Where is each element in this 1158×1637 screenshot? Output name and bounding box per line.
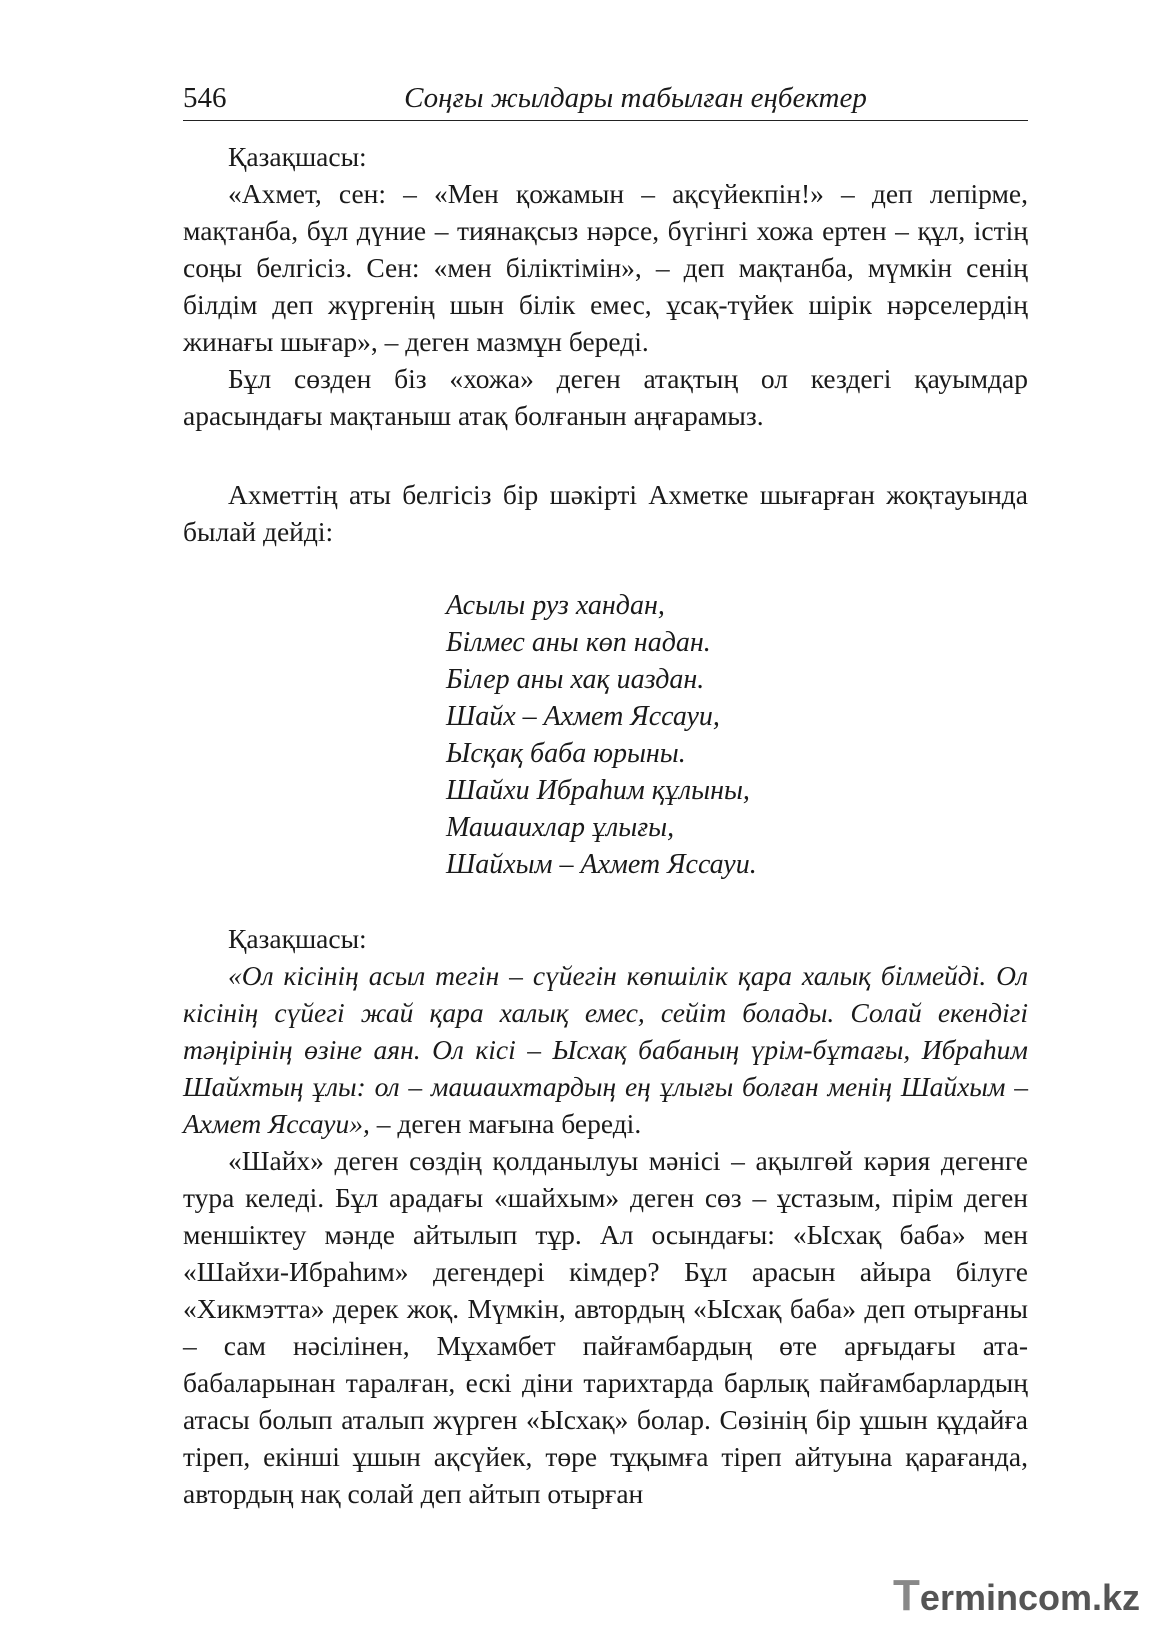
spacer (183, 550, 1028, 587)
poem-line: Білмес аны көп надан. (446, 627, 711, 658)
translation-tail: – деген мағына береді. (369, 1108, 642, 1139)
poem-line: Білер аны хақ иаздан. (446, 664, 705, 695)
poem-line: Шайхи Ибраһим құлыны, (446, 775, 750, 806)
poem (446, 587, 1028, 883)
paragraph: «Шайх» деген сөздің қолданылуы мәнісі – ақылгөй кәрия дегенге тура келеді. Бұл арадағы «шайхым» деген сөз – ұстазым, пірім деген меншіктеу мәнде айтылып тұр. Ал осындағы: «Ысхақ баба» мен «Шайхи-Ибраһим» дегендері кімдер? Бұл арасын айыра білуге «Хикмэтта» дерек жоқ. Мүмкін, автордың «Ысхақ баба» деп отырғаны – сам нәсілінен, Мұхамбет пайғамбардың өте арғыдағы ата-бабаларынан таралған, ескі діни тарихтарда барлық пайғамбарлардың атасы болып аталып жүрген «Ысхақ» болар. Сөзінің бір ұшын құдайға тіреп, екінші ұшын ақсүйек, төре тұқымға тіреп айтуына қарағанда, автордың нақ солай деп айтып отырған (183, 1145, 1028, 1509)
poem-line: Машаихлар ұлығы, (446, 812, 675, 843)
page-body (183, 138, 1028, 1512)
poem-line: Шайх – Ахмет Яссауи, (446, 701, 720, 732)
paragraph: Бұл сөзден біз «хожа» деген атақтың ол кездегі қауымдар арасындағы мақтаныш атақ болғанын аңғарамыз. (183, 363, 1028, 431)
translation-italic: «Ол кісінің асыл тегін – сүйегін көпшілік қара халық білмейді. Ол кісінің сүйегі жай қара халық емес, сейіт болады. Солай екендігі тәңірінің өзіне аян. Ол кісі – Ысхақ бабаның үрім-бұтағы, Ибраһим Шайхтың ұлы: ол – машаихтардың ең ұлығы болған менің Шайхым – Ахмет Яссауи», (183, 960, 1028, 1139)
section-label: Қазақшасы: (228, 923, 367, 954)
spacer (183, 883, 1028, 920)
spacer (183, 434, 1028, 476)
page-header (183, 80, 1028, 121)
section-label: Қазақшасы: (228, 141, 367, 172)
poem-line: Ысқақ баба юрыны. (446, 738, 686, 769)
running-title: Соңғы жылдары табылған еңбектер (404, 82, 867, 114)
paragraph: «Ахмет, сен: – «Мен қожамын – ақсүйекпін!» – деп лепірме, мақтанба, бұл дүние – тиянақсыз нәрсе, бүгінгі хожа ертен – құл, істің соңы белгісіз. Сен: «мен біліктімін», – деп мақтанба, мүмкін сенің білдім деп жүргенің шын білік емес, ұсақ-түйек шірік нәрселердің жинағы шығар», – деген мазмұн береді. (183, 178, 1028, 357)
page-number: 546 (183, 82, 227, 114)
poem-line: Шайхым – Ахмет Яссауи. (446, 849, 757, 880)
poem-line: Асылы руз хандан, (446, 590, 665, 621)
watermark-logo: Termincom.kz (893, 1571, 1140, 1620)
paragraph: Ахметтің аты белгісіз бір шәкірті Ахметке шығарған жоқтауында былай дейді: (183, 479, 1028, 547)
paragraph (183, 957, 1028, 1142)
